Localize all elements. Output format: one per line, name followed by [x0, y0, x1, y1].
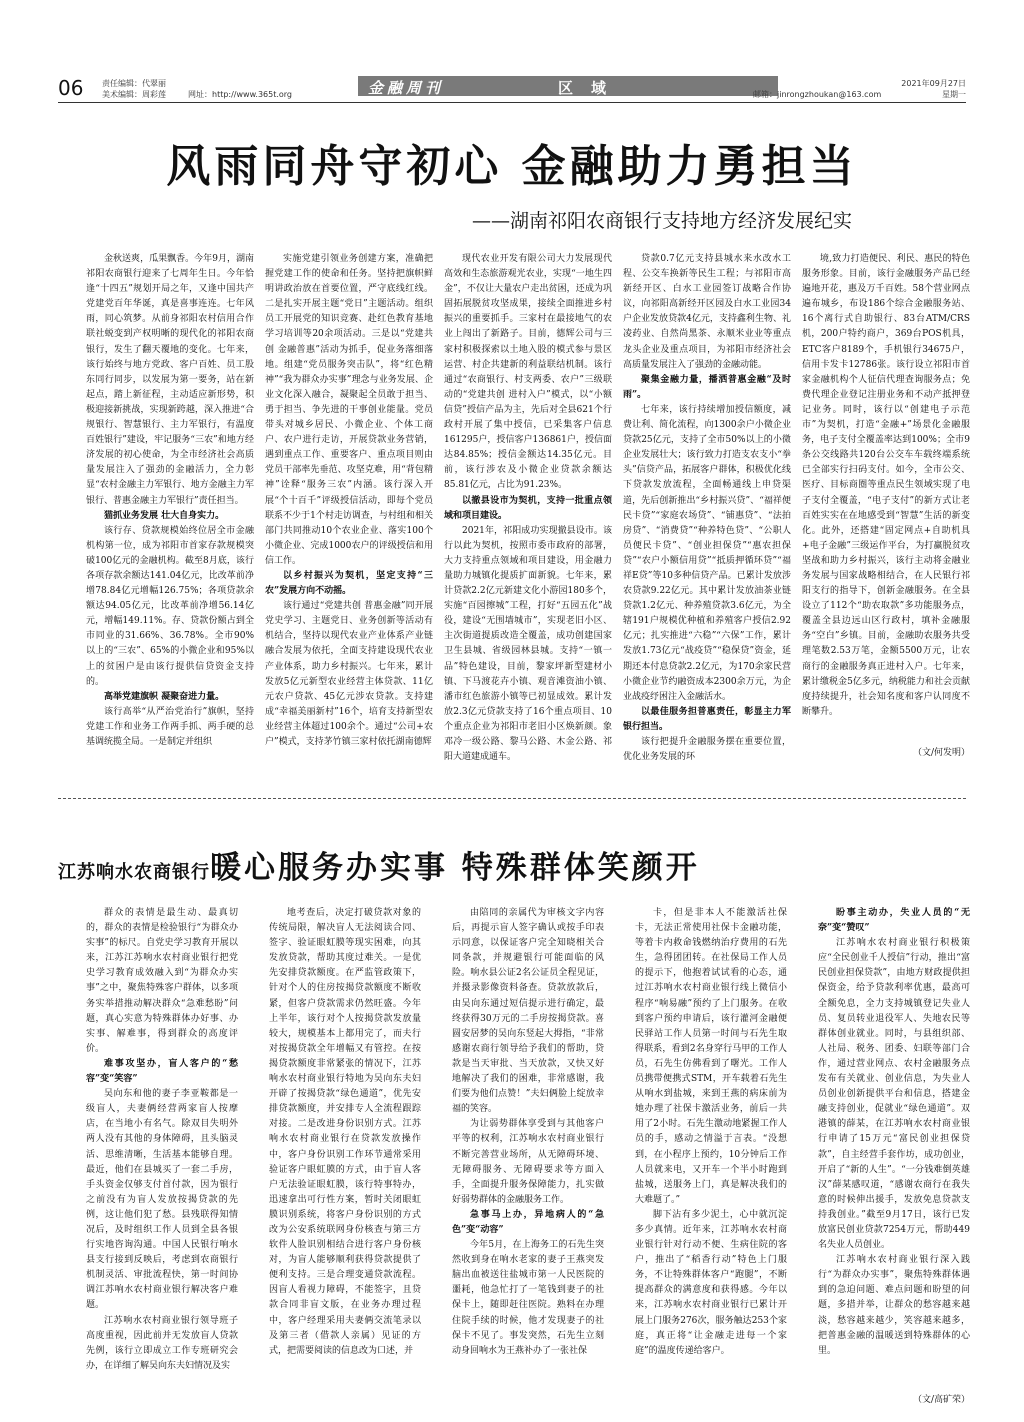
editor-credits: [102, 78, 166, 100]
paragraph: 该行高举“从严治党治行”旗帜，坚持党建工作和业务工作两手抓、两手硬的总基调统揽全局。一是制定并组织: [86, 706, 254, 747]
paragraph: 该行把提升金融服务摆在重要位置，优化业务发展的环: [623, 737, 791, 763]
paragraph: 七年来，该行持续增加授信额度，减费让利、简化流程，向1300余户小微企业贷款25亿元，支持了全市50%以上的小微企业发展壮大；该行致力打造支农支小“拳头”信贷产品，拓展客户群体，积极优化线下贷款发放流程，全面畅通线上申贷渠道，先后创新推出“乡村振兴贷”、“福祥便民卡贷”“家庭农场贷”、“铺惠贷”、“法拍房贷”、“消费贷”“种养特色贷”、“公职人员便民卡贷”、“创业担保贷”“惠农担保贷”“农户小额信用贷”“抵质押循环贷”“福祥E贷”等10多种信贷产品。已累计发放涉农贷款9.22亿元。其中累计发放油茶业链贷款1.2亿元、种养殖贷款3.6亿元，为全辖191户规模优种植和养殖客户授信2.92亿元；扎实推进“六稳”“六保”工作，累计发放1.73亿元“战疫贷”“稳保贷”资金，延期还本付息贷款2.2亿元，为170余家民营小微企业节约融资成本2300余万元，为企业战疫纾困注入金融活水。: [623, 404, 791, 702]
section-heading: 难事攻坚办，盲人客户的“愁容”变“笑容”: [86, 1058, 238, 1085]
paragraph: 该行存、贷款规模始终位居全市金融机构第一位，成为祁阳市首家存款规模突破100亿元的金融机构。截至8月底，该行各项存款余额达141.04亿元，比改革前净增78.84亿元增幅126.75%；各项贷款余额达94.05亿元，比改革前净增56.14亿元，增幅149.11%。存、贷款份额占到全市同业的31.66%、36.78%。全市90%以上的“三农”、65%的小微企业和95%以上的贫困户是由该行提供信贷资金支持的。: [86, 525, 254, 687]
article1-col: [444, 252, 612, 763]
paragraph: 境,致力打造便民、利民、惠民的特色服务形象。目前，该行金融服务产品已经遍地开花，惠及万千百姓。58个营业网点遍布城乡，布设186个综合金融服务站、16个离行式自助银行、83台ATM/CRS机，200户特约商户，369台POS机具，ETC客户8189个，手机银行34675户，信用卡发卡12786张。该行设立祁阳市首家金融机构个人征信代理查询服务点；免费代理企业登记注册业务和不动产抵押登记业务。同时，该行以“创建电子示范市”为契机，打造“金融+”场景化金融服务，电子支付全覆盖率达到100%；全市9条公交线路共120台公交车车载终端系统已全部实行扫码支付。如今，全市公交、医疗、目标商圈等重点民生领域实现了电子支付全覆盖，“电子支付”的新方式让老百姓实实在在地感受到“智慧”生活的新变化。此外，还搭建“固定网点+自助机具+电子金融”三级运作平台，为打赢脱贫攻坚战和助力乡村振兴，该行主动将金融业务发展与国家战略相结合，在人民银行祁阳支行的指导下，创新金融服务。在全县设立了112个“助农取款”多功能服务点，覆盖全县边远山区行政村，填补金融服务“空白”乡镇。目前，金融助农服务共受理笔数2.53万笔，金额5500万元，让农商行的金融服务真正进村入户。七年来，累计缴税金5亿多元，纳税能力和社会贡献度持续提升，社会知名度和客户认同度不断攀升。: [802, 254, 970, 717]
article2-col: [635, 906, 787, 1386]
paragraph: 实施党建引领业务创建方案，准确把握党建工作的使命和任务。坚持把旗帜鲜明讲政治放在首要位置，严守底线红线。二是扎实开展主题“党日”主题活动。组织员工开展党的知识竞赛、赴红色教育基地学习培训等20余项活动。三是以“党建共创 金融普惠”活动为抓手，促业务落细落地。组建“党员服务突击队”，将“红色精神”“我为群众办实事”理念与业务发展、企业文化深入融合，凝聚起全员敢于担当、勇于担当、争先进的干事创业能量。党员带头对城乡居民、小微企业、个体工商户、农户进行走访，开展贷款业务营销，遇到重点工作、重要客户、重点项目则由党员干部率先垂范、攻坚克难，用“背包精神”诠释“服务三农”内涵。该行深入开展“个十百千”评级授信活动，即每个党员联系不少于1个村走访调查，与村组和相关部门共同推动10个农业企业、落实100个小微企业、完成1000农户的评级授信和用信工作。: [265, 254, 433, 566]
section-heading: 盼事主动办，失业人员的“无奈”变“赞叹”: [818, 908, 970, 934]
website: 网址：http://www.365t.org: [188, 90, 293, 99]
article2-col: [269, 906, 421, 1386]
section-heading: 高举党建旗帜 凝聚奋进力量。: [104, 691, 225, 702]
paragraph: 为让弱势群体享受到与其他客户平等的权利，江苏响水农村商业银行不断完善营业场所，从无障碍环境、无障碍服务、无障碍要求等方面入手，全面提升服务保障能力，扎实做好弱势群体的金融服务工作。: [452, 1119, 604, 1205]
email: 邮箱：jinrongzhoukan@163.com: [753, 90, 882, 99]
paragraph: 脚下沾有多少泥土，心中就沉淀多少真情。近年来，江苏响水农村商业银行针对行动不便、生病住院的客户，推出了“稻香行动”特色上门服务，不让特殊群体客户“跑腿”，不断提高群众的满意度和获得感。今年以来，江苏响水农村商业银行已累计开展上门服务276次，服务触达253个家庭，真正将“让金融走进每一个家庭”的温度传递给客户。: [635, 1209, 787, 1356]
editor: 责任编辑：代翠丽: [102, 79, 166, 88]
section-heading: 以乡村振兴为契机，坚定支持“三农”发展方向不动摇。: [265, 570, 433, 597]
paragraph: 江苏响水农村商业银行深入践行“为群众办实事”，聚焦特殊群体遇到的急迫问题、难点问题和盼望的问题，多措并举，让群众的愁容越来越淡，愁容越来越少，笑容越来越多，把普惠金融的温暖送到特殊群体的心里。: [818, 1255, 970, 1356]
designer: 美术编辑：周彩莲: [102, 90, 166, 99]
article2-bank: 江苏响水农商银行: [58, 862, 210, 883]
date: 2021年09月27日: [901, 79, 966, 88]
article1-subtitle: ——湖南祁阳农商银行支持地方经济发展纪实: [471, 210, 852, 232]
article1-col: [802, 252, 970, 732]
article1-col: [623, 252, 791, 763]
article2-col: [452, 906, 604, 1386]
paragraph: 今年5月，在上海务工的石先生突然收到身在响水老家的妻子王燕突发脑出血被送往盐城市第一人民医院的噩耗，他急忙打了一笔钱到妻子的社保卡上，随即赶往医院。熟料在办理住院手续的时候，他才发现妻子的社保卡不见了。事发突然，石先生立刻动身回响水为王燕补办了一张社保: [452, 1240, 604, 1356]
article1-byline: （文/何发明）: [912, 748, 970, 758]
article1-col: [265, 252, 433, 747]
section-heading: 急事马上办，异地病人的“急色”变“动容”: [452, 1209, 604, 1235]
article-divider: [58, 798, 966, 799]
paragraph: 群众的表情是最生动、最真切的，群众的表情是检验银行“为群众办实事”的标尺。自党史学习教育开展以来，江苏江苏响水农村商业银行把党史学习教育成效融入到“为群众办实事”之中，聚焦特殊客户群体，以多项务实举措推动解决群众“急难愁盼”问题，真心实意为特殊群体办好事、办实事、解难事，得到群众的高度评价。: [86, 908, 238, 1054]
paragraph: 江苏响水农村商业银行领导班子高度重视，因此前并无发放盲人贷款先例，该行立即成立工作专班研究会办，在详细了解吴向东夫妇情况及实: [86, 1315, 238, 1371]
article2-col: [86, 906, 238, 1386]
paragraph: 该行通过“党建共创 普惠金融”同开展党史学习、主题党日、业务创新等活动有机结合，坚持以现代农业产业体系产业链融合发展为依托，全面支持建设现代农业产业体系，助力乡村振兴。七年来，累计发放5亿元新型农业经营主体贷款、11亿元农户贷款、45亿元涉农贷款。支持建成“幸福美丽新村”16个，培育支持新型农业经营主体超过100余个。通过“公司+农户”模式，支持茅竹镇三家村依托湖南德辉: [265, 601, 433, 747]
section-title: 区域: [558, 79, 625, 97]
weekday: 星期一: [942, 90, 966, 99]
paragraph: 卡，但是非本人不能激活社保卡，无法正常使用社保卡金融功能，等着卡内救命钱燃纳治疗费用的石先生，急得团团转。在社保局工作人员的提示下，他抱着试试看的心态，通过江苏响水农村商业银行线上微信小程序“响易融”预约了上门服务。在收到客户预约申请后，该行灌河金融便民驿站工作人员第一时间与石先生取得联系，看到2名身穿行马甲的工作人员，石先生仿佛看到了曙光。工作人员携带便携式STM，开车载着石先生从响水到盐城，来到王燕的病床前为她办理了社保卡激活业务，前后一共用了2小时。石先生激动地紧握工作人员的手，感动之情溢于言表。“没想到，在小程序上预约，10分钟后工作人员就来电，又开车一个半小时跑到盐城，送服务上门，真是解决我们的大难题了。”: [635, 908, 787, 1205]
paragraph: 地考查后，决定打破贷款对象的传统局限，解决盲人无法阅读合同、签字、验证眼虹膜等现实困难，向其发放贷款，帮助其度过难关。一是优先安排贷款额度。在严监管政策下，针对个人的住房按揭贷款额度不断收紧，但客户贷款需求仍然旺盛。今年上半年，该行对个人按揭贷款发放量较大，规模基本上都用完了，而夫行对按揭贷款全年增幅又有管控。在按揭贷款额度非常紧张的情况下，江苏响水农村商业银行特地为吴向东夫妇开辟了按揭贷款“绿色通道”，优先安排贷款额度，并安排专人全流程跟踪对接。二是改进身份识别方式。江苏响水农村商业银行在贷款发放操作中，客户身份识别工作环节通常采用验证客户眼虹膜的方式，由于盲人客户无法验证眼虹膜，该行特事特办，迅速拿出可行性方案，暂时关闭眼虹膜识别系统，将客户身份识别的方式改为公安系统联网身份核查与第三方软件人脸识别相结合进行客户身份核对，为盲人能够顺利获得贷款提供了便利支持。三是合理变通贷款流程。因盲人看视力障碍，不能签字，且贷款合同非盲文版，在业务办理过程中，客户经理采用夫妻俩交流笔录以及第三者（借款人亲属）见证的方式，把需要阅读的信息改为口述，并: [269, 908, 421, 1356]
article1-col: [86, 252, 254, 747]
paragraph: 2021年，祁阳成功实现撤县设市。该行以此为契机，按照市委市政府的部署，大力支持重点领域和项目建设，用金融力量助力城镇化提质扩面新貌。七年来，累计贷款2.2亿元新建文化小游园180多个，实施“百园擦城”工程，打好“五园五化”战役，建设“无围墙城市”，实现老旧小区、主次街道提质改造全覆盖，成功创建国家卫生县城、省级园林县城。支持“一镇一品”特色建设，目前，黎家坪新型建材小镇、下马渡花卉小镇、观音滩资油小镇、潘市红色旅游小镇等已初显成效。累计发放2.3亿元贷款支持了16个重点项目、10个重点企业为祁阳市老旧小区焕新颜。象邓冷一级公路、黎马公路、木金公路、祁阳大道建成通车。: [444, 525, 612, 763]
article1-title: 风雨同舟守初心 金融助力勇担当: [166, 141, 858, 192]
paragraph: 江苏响水农村商业银行积极策应“全民创业千人授信”行动，推出“富民创业担保贷款”，由地方财政提供担保资金，给予贷款利率优惠，最高可全额免息，全力支持城镇登记失业人员、复员转业退役军人、失地农民等群体创业就业。同时，与县组织部、人社局、税务、团委、妇联等部门合作，通过营业网点、农村金融服务点发布有关就业、创业信息，为失业人员创业创新提供平台和信息，搭建金融支持创业，促就业“绿色通道”。双港镇的薛某，在江苏响水农村商业银行申请了15万元“富民创业担保贷款”，自主经营手套作坊，成功创业，开启了“新的人生”。“一分钱难倒英雄汉”薛某感叹道，“感谢农商行在我失意的时候伸出援手，发放免息贷款支持我创业。”截至9月17日，该行已发放富民创业贷款7254万元，帮助449名失业人员创业。: [818, 938, 970, 1251]
article2-body: [86, 906, 970, 1386]
paragraph: 贷款0.7亿元支持县城水来水改水工程、公交车换新等民生工程；与祁阳市高新经开区、白水工业园签订战略合作协议，向祁阳高新经开区园及白水工业园34户企业发放贷款4亿元，支持鑫利生物、礼凌药业、自然尚黑茶、永顺米业业等重点龙头企业及重点项目，为祁阳市经济社会高质量发展注入了强劲的金融动能。: [623, 254, 791, 370]
header-divider: [58, 102, 966, 103]
article2-title: 暖心服务办实事 特殊群体笑颜开: [210, 850, 700, 886]
article2-heading: [58, 842, 966, 887]
section-heading: 以撤县设市为契机，支持一批重点领域和项目建设。: [444, 495, 612, 521]
paragraph: 由陪同的亲属代为审核文字内容后，再提示盲人签字确认或按手印表示同意，以保证客户完全知晓相关合同条款，并规避银行可能面临的风险。响水县公证2名公证员全程见证，并摄录影像资料备查。贷款放款后，由吴向东通过短信提示进行确定，最终获得30万元的二手房按揭贷款。喜圆安居梦的吴向东竖起大拇指，“非常感谢农商行领导给予我们的帮助，贷款是当天审批、当天放款，又快又好地解决了我们的困难，非常感谢，我们要为他们点赞！”夫妇俩脸上绽放幸福的笑容。: [452, 908, 604, 1115]
section-heading: 以最佳服务担普惠责任，彰显主力军银行担当。: [623, 706, 791, 732]
paragraph: 金秋送爽，瓜果飘香。今年9月，湖南祁阳农商银行迎来了七周年生日。今年恰逢“十四五”规划开局之年，又逢中国共产党建党百年华诞，真是喜事连连。七年风雨，同心筑梦。从前身祁阳农村信用合作联社蜕变到产权明晰的现代化的祁阳农商银行，发生了翻天覆地的变化。七年来，该行始终与地方党政、客户百姓、员工股东同行同步，以发展为第一要务，站在新起点，踏上新征程，主动适应新形势，积极迎接新挑战，实现新跨越，深入推进“合规银行、智慧银行、主力军银行，有温度百姓银行”建设，牢记服务“三农”和地方经济发展的初心使命，为全市经济社会高质量发展注入了强劲的金融活力，全力彰显“农村金融主力军银行、地方金融主力军银行、普惠金融主力军银行”责任担当。: [86, 254, 254, 506]
article2-byline: （文/高矿荣）: [912, 1395, 970, 1405]
paragraph: 吴向东和他的妻子李亚鞍都是一级盲人，夫妻俩经营两家盲人按摩店，在当地小有名气。除双目失明外两人没有其他的身体障碍，且头脑灵活、思维清晰，生活基本能够自理。最近，他们在县城买了一套二手房，手头资金仅够支付首付款，因为银行之前没有为盲人发放按揭贷款的先例，这让他们犯了愁。县残联得知情况后，及时组织工作人员到全县各银行实地咨询沟通。中国人民银行响水县支行接到反映后，考虑到农商银行机制灵活、审批流程快，第一时间协调江苏响水农村商业银行解决客户难题。: [86, 1089, 238, 1311]
page-number: 06: [58, 76, 84, 100]
brand-logo: 金融周刊: [368, 79, 445, 97]
article2-col: [818, 906, 970, 1386]
issue-date: [901, 78, 966, 100]
section-heading: 猫抓业务发展 壮大自身实力。: [104, 510, 225, 521]
paragraph: 现代农业开发有限公司大力发展现代高效和生态旅游观光农业，实现“一地生四金”，不仅让大量农户走出贫困，还成为巩固拓展脱贫攻坚成果，接续全面推进乡村振兴的重要抓手。三家村在最接地气的农业上闯出了新路子。目前，德辉公司与三家村积极探索以土地入股的模式参与景区运营、村企共建新的利益联结机制。该行通过“农商银行、村支两委、农户”三级联动的“党建共创 进村入户”模式，以“小额信贷”授信产品为主，先后对全县621个行政村开展了集中授信，已采集客户信息161295户，授信客户136861户，授信面达84.85%；授信金额达14.35亿元。目前，该行涉农及小微企业贷款余额达85.81亿元，占比为91.23%。: [444, 254, 612, 491]
section-heading: 聚集金融力量，播洒普惠金融“及时雨”。: [623, 374, 791, 400]
